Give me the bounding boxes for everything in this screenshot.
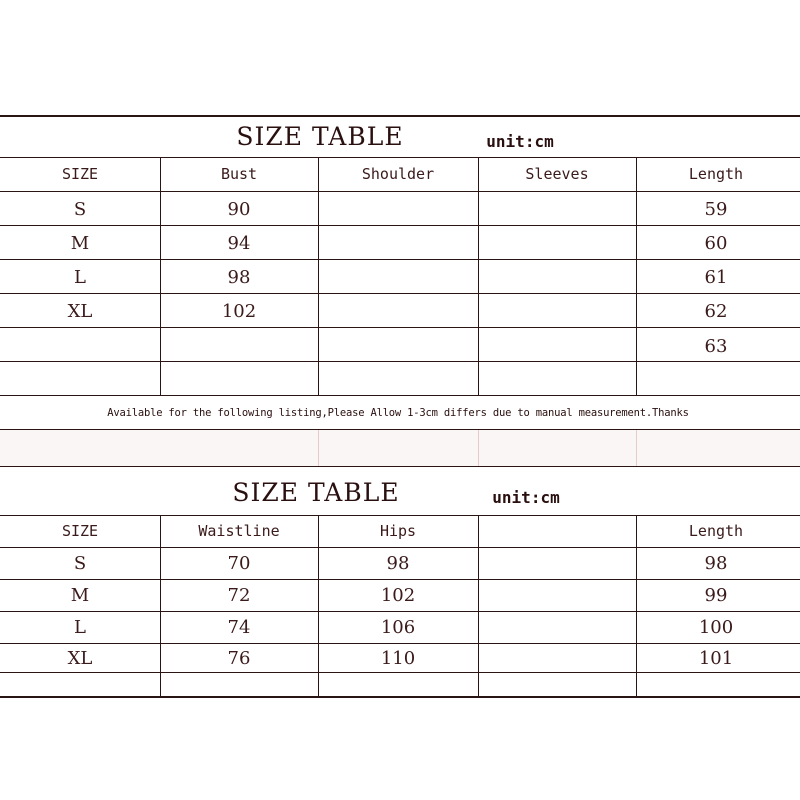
table1-cell-size: XL bbox=[67, 300, 93, 322]
table2-cell-size: S bbox=[73, 552, 87, 574]
table1-header-size: SIZE bbox=[61, 165, 99, 183]
table2-cell-waistline: 74 bbox=[227, 616, 251, 638]
table-gap bbox=[0, 430, 800, 466]
size-chart-sheet bbox=[0, 115, 800, 699]
table1-cell-length: 60 bbox=[704, 232, 728, 254]
table2-unit: unit:cm bbox=[492, 487, 560, 507]
gap-col-divider bbox=[318, 430, 319, 466]
table1-row-divider bbox=[0, 259, 800, 260]
table1-row-divider bbox=[0, 327, 800, 328]
table1-row-divider bbox=[0, 293, 800, 294]
table1-col-divider bbox=[318, 157, 319, 395]
table2-cell-size: M bbox=[70, 584, 90, 606]
table2-header-length: Length bbox=[688, 522, 744, 540]
table2-col-divider bbox=[478, 515, 479, 696]
measurement-note: Available for the following listing,Please Allow 1-3cm differs due to manual measurement.Thanks bbox=[107, 407, 689, 419]
table1-header-bust: Bust bbox=[220, 165, 258, 183]
table1-row-divider bbox=[0, 361, 800, 362]
table1-cell-size: S bbox=[73, 198, 87, 220]
table1-cell-size: L bbox=[74, 266, 86, 288]
table2-cell-hips: 106 bbox=[380, 616, 416, 638]
table2-cell-hips: 102 bbox=[380, 584, 416, 606]
table2-cell-length: 99 bbox=[704, 584, 728, 606]
table1-header-shoulder: Shoulder bbox=[361, 165, 435, 183]
table2-col-divider bbox=[636, 515, 637, 696]
table2-col-divider bbox=[318, 515, 319, 696]
table1-col-divider bbox=[636, 157, 637, 395]
table1-cell-size: M bbox=[70, 232, 90, 254]
table1-header-sleeves: Sleeves bbox=[525, 165, 589, 183]
table2-cell-length: 98 bbox=[704, 552, 728, 574]
table1-col-divider bbox=[160, 157, 161, 395]
table1-col-divider bbox=[478, 157, 479, 395]
table2-top-border bbox=[0, 466, 800, 467]
table1-cell-length: 59 bbox=[704, 198, 728, 220]
table1-cell-length: 61 bbox=[704, 266, 728, 288]
table1-cell-bust: 102 bbox=[221, 300, 257, 322]
table2-header-size: SIZE bbox=[61, 522, 99, 540]
table1-header-length: Length bbox=[688, 165, 744, 183]
table2-title: SIZE TABLE bbox=[232, 477, 400, 507]
table1-title: SIZE TABLE bbox=[236, 121, 404, 151]
gap-col-divider bbox=[478, 430, 479, 466]
table2-cell-size: XL bbox=[67, 647, 93, 669]
table1-cell-length: 62 bbox=[704, 300, 728, 322]
table2-cell-waistline: 72 bbox=[227, 584, 251, 606]
table2-header-hips: Hips bbox=[379, 522, 417, 540]
table1-row-divider bbox=[0, 225, 800, 226]
table2-row-divider bbox=[0, 672, 800, 673]
table1-row-divider bbox=[0, 191, 800, 192]
table2-cell-waistline: 70 bbox=[227, 552, 251, 574]
table1-cell-bust: 94 bbox=[227, 232, 251, 254]
table2-cell-hips: 98 bbox=[386, 552, 410, 574]
table1-cell-bust: 90 bbox=[227, 198, 251, 220]
table1-cell-length: 63 bbox=[704, 335, 728, 357]
table2-col-divider bbox=[160, 515, 161, 696]
table2-cell-size: L bbox=[74, 616, 86, 638]
table2-cell-length: 101 bbox=[698, 647, 734, 669]
table2-cell-hips: 110 bbox=[380, 647, 416, 669]
table2-cell-waistline: 76 bbox=[227, 647, 251, 669]
gap-col-divider bbox=[636, 430, 637, 466]
table1-cell-bust: 98 bbox=[227, 266, 251, 288]
table1-unit: unit:cm bbox=[486, 131, 554, 151]
table2-cell-length: 100 bbox=[698, 616, 734, 638]
table2-bottom-border bbox=[0, 696, 800, 698]
table2-header-waistline: Waistline bbox=[198, 522, 280, 540]
